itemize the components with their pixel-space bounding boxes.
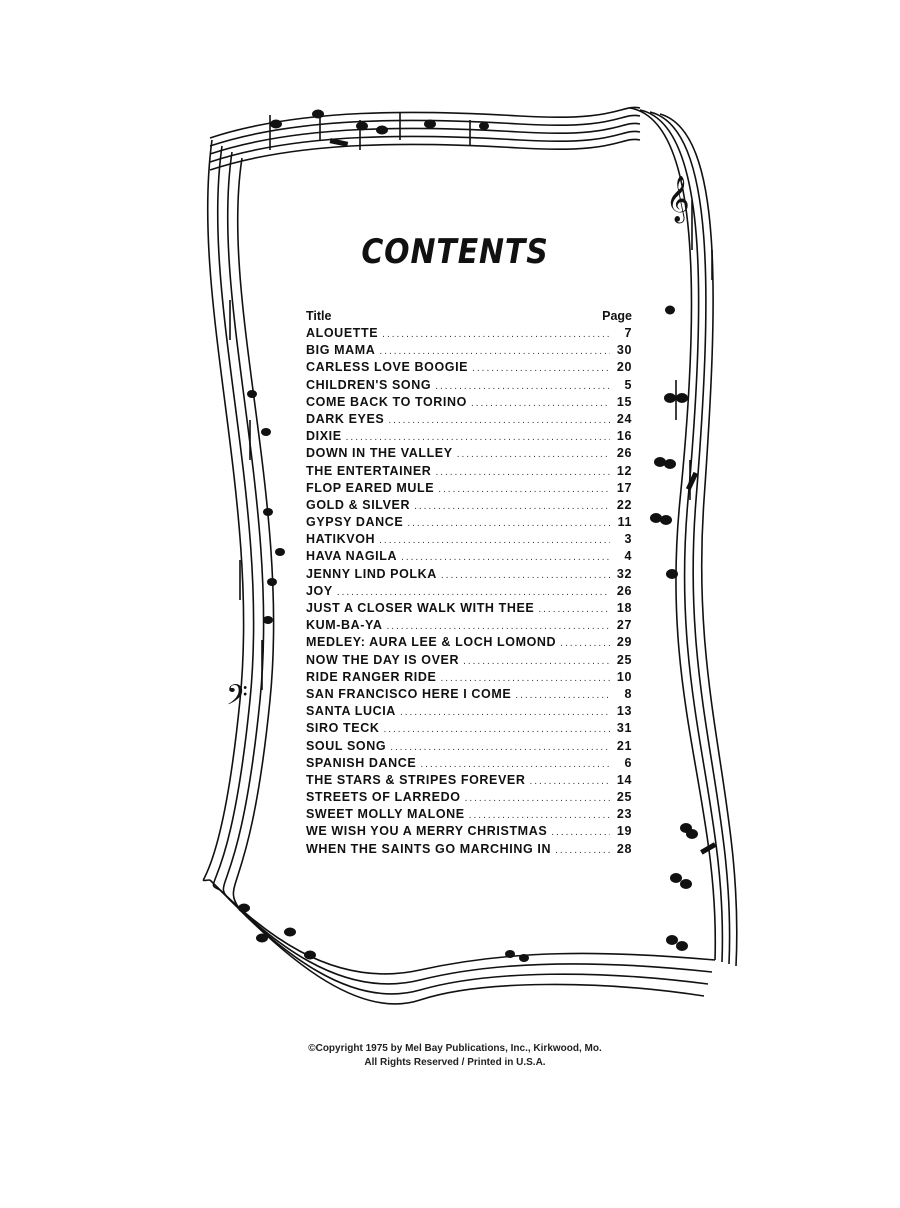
dot-leader	[383, 721, 610, 738]
toc-entry-page: 10	[616, 669, 632, 684]
toc-entry-page: 21	[616, 738, 632, 753]
toc-entry-title: JUST A CLOSER WALK WITH THEE	[306, 601, 535, 615]
toc-entry	[306, 480, 632, 497]
dot-leader	[386, 618, 610, 635]
toc-entry-title: NOW THE DAY IS OVER	[306, 652, 460, 667]
toc-entry-page: 4	[624, 549, 632, 564]
toc-entry	[306, 548, 632, 565]
toc-entry-page: 12	[616, 463, 632, 478]
dot-leader	[457, 446, 610, 463]
dot-leader	[382, 326, 610, 343]
toc-entry	[306, 342, 632, 359]
toc-entry	[306, 463, 632, 480]
rights-line: All Rights Reserved / Printed in U.S.A.	[364, 1057, 546, 1068]
toc-entry-title: SPANISH DANCE	[306, 755, 417, 770]
dot-leader	[390, 739, 610, 756]
toc-entry	[306, 445, 632, 462]
dot-leader	[472, 360, 610, 377]
toc-entry-page: 17	[616, 480, 632, 495]
toc-entry	[306, 377, 632, 394]
toc-entry-page: 5	[624, 377, 632, 392]
toc-entry-page: 11	[617, 515, 632, 530]
table-of-contents	[306, 308, 632, 858]
dot-leader	[469, 807, 610, 824]
toc-entry-title: DOWN IN THE VALLEY	[306, 446, 453, 461]
toc-entry	[306, 514, 632, 531]
toc-entry-page: 26	[616, 583, 632, 598]
toc-entry	[306, 394, 632, 411]
toc-entry	[306, 669, 632, 686]
toc-entry-title: GYPSY DANCE	[306, 515, 404, 530]
page-title: CONTENTS	[361, 232, 549, 272]
dot-leader	[435, 464, 610, 481]
dot-leader	[441, 567, 610, 584]
toc-entry-page: 28	[616, 841, 632, 856]
toc-entry-page: 18	[616, 601, 632, 615]
toc-entry	[306, 772, 632, 789]
toc-entry-title: THE ENTERTAINER	[306, 463, 432, 478]
toc-entry	[306, 823, 632, 840]
toc-entry-title: CHILDREN'S SONG	[306, 377, 432, 392]
toc-entry	[306, 720, 632, 737]
toc-entry	[306, 634, 632, 651]
svg-text:𝄞: 𝄞	[666, 176, 690, 222]
dot-leader	[538, 601, 610, 618]
toc-entry-page: 25	[616, 790, 632, 805]
dot-leader	[529, 773, 610, 790]
dot-leader	[379, 532, 610, 549]
toc-entry-page: 7	[624, 326, 632, 340]
dot-leader	[346, 429, 610, 446]
toc-entry-page: 3	[624, 532, 632, 547]
dot-leader	[560, 635, 610, 652]
dot-leader	[438, 481, 610, 498]
toc-entry-page: 27	[616, 618, 632, 633]
svg-text:𝄢: 𝄢	[226, 679, 248, 719]
dot-leader	[435, 378, 610, 395]
page-column-label: Page	[602, 309, 632, 323]
toc-entry-page: 29	[616, 635, 632, 650]
toc-entry	[306, 583, 632, 600]
toc-entry-title: STREETS OF LARREDO	[306, 790, 461, 805]
toc-entry-title: BIG MAMA	[306, 343, 376, 358]
toc-header	[306, 308, 632, 325]
toc-entry-title: FLOP EARED MULE	[306, 480, 435, 495]
toc-entry-page: 8	[624, 686, 632, 701]
dot-leader	[407, 515, 610, 532]
dot-leader	[337, 584, 610, 601]
toc-entry-title: THE STARS & STRIPES FOREVER	[306, 772, 526, 787]
dot-leader	[515, 687, 610, 704]
toc-entry-title: SAN FRANCISCO HERE I COME	[306, 686, 512, 701]
toc-entry-title: JENNY LIND POLKA	[306, 566, 437, 581]
toc-entry-title: HATIKVOH	[306, 532, 376, 547]
dot-leader	[400, 704, 610, 721]
toc-entry-title: COME BACK TO TORINO	[306, 394, 467, 409]
toc-entry	[306, 841, 632, 858]
dot-leader	[465, 790, 610, 807]
toc-entry-title: SIRO TECK	[306, 721, 380, 736]
toc-entry-page: 6	[624, 755, 632, 770]
toc-entry	[306, 789, 632, 806]
dot-leader	[440, 670, 610, 687]
toc-entry	[306, 806, 632, 823]
toc-entry-title: GOLD & SILVER	[306, 497, 411, 512]
toc-entry-title: WHEN THE SAINTS GO MARCHING IN	[306, 841, 552, 856]
toc-list	[306, 325, 632, 858]
toc-entry-page: 23	[616, 807, 632, 822]
copyright-notice	[250, 1042, 660, 1070]
toc-entry-page: 22	[616, 497, 632, 512]
toc-entry	[306, 359, 632, 376]
dot-leader	[463, 653, 610, 670]
copyright-line: ©Copyright 1975 by Mel Bay Publications, Inc., Kirkwood, Mo.	[308, 1043, 602, 1054]
toc-entry	[306, 738, 632, 755]
toc-entry-title: JOY	[306, 583, 333, 598]
toc-entry	[306, 428, 632, 445]
toc-entry	[306, 703, 632, 720]
toc-entry-page: 13	[616, 704, 632, 719]
dot-leader	[379, 343, 610, 360]
toc-entry-title: KUM-BA-YA	[306, 618, 383, 633]
toc-entry-title: SWEET MOLLY MALONE	[306, 807, 465, 822]
toc-entry	[306, 755, 632, 772]
dot-leader	[388, 412, 610, 429]
toc-entry-page: 20	[616, 360, 632, 375]
toc-entry-title: CARLESS LOVE BOOGIE	[306, 360, 469, 375]
toc-entry-page: 19	[616, 824, 632, 839]
dot-leader	[471, 395, 610, 412]
toc-entry	[306, 411, 632, 428]
toc-entry	[306, 566, 632, 583]
toc-entry-title: HAVA NAGILA	[306, 549, 398, 564]
toc-entry-page: 24	[616, 411, 632, 426]
toc-entry-page: 26	[616, 446, 632, 461]
toc-entry-title: DARK EYES	[306, 411, 385, 426]
toc-entry-page: 14	[616, 772, 632, 787]
dot-leader	[420, 756, 610, 773]
toc-entry-title: WE WISH YOU A MERRY CHRISTMAS	[306, 824, 548, 839]
title-column-label: Title	[306, 309, 332, 323]
toc-entry-title: DIXIE	[306, 429, 342, 444]
toc-entry	[306, 531, 632, 548]
toc-entry	[306, 617, 632, 634]
dot-leader	[414, 498, 610, 515]
toc-entry	[306, 325, 632, 342]
toc-entry-page: 16	[616, 429, 632, 444]
toc-entry-page: 32	[616, 566, 632, 581]
toc-entry	[306, 600, 632, 617]
toc-entry-title: MEDLEY: AURA LEE & LOCH LOMOND	[306, 635, 557, 650]
toc-entry	[306, 497, 632, 514]
toc-entry	[306, 686, 632, 703]
toc-entry-title: SOUL SONG	[306, 738, 387, 753]
toc-entry-title: ALOUETTE	[306, 326, 379, 340]
toc-entry	[306, 652, 632, 669]
toc-entry-title: RIDE RANGER RIDE	[306, 669, 437, 684]
dot-leader	[551, 824, 610, 841]
toc-entry-page: 15	[616, 394, 632, 409]
dot-leader	[401, 549, 610, 566]
toc-entry-page: 25	[616, 652, 632, 667]
toc-entry-page: 31	[616, 721, 632, 736]
toc-entry-title: SANTA LUCIA	[306, 704, 396, 719]
dot-leader	[555, 842, 610, 859]
toc-entry-page: 30	[616, 343, 632, 358]
